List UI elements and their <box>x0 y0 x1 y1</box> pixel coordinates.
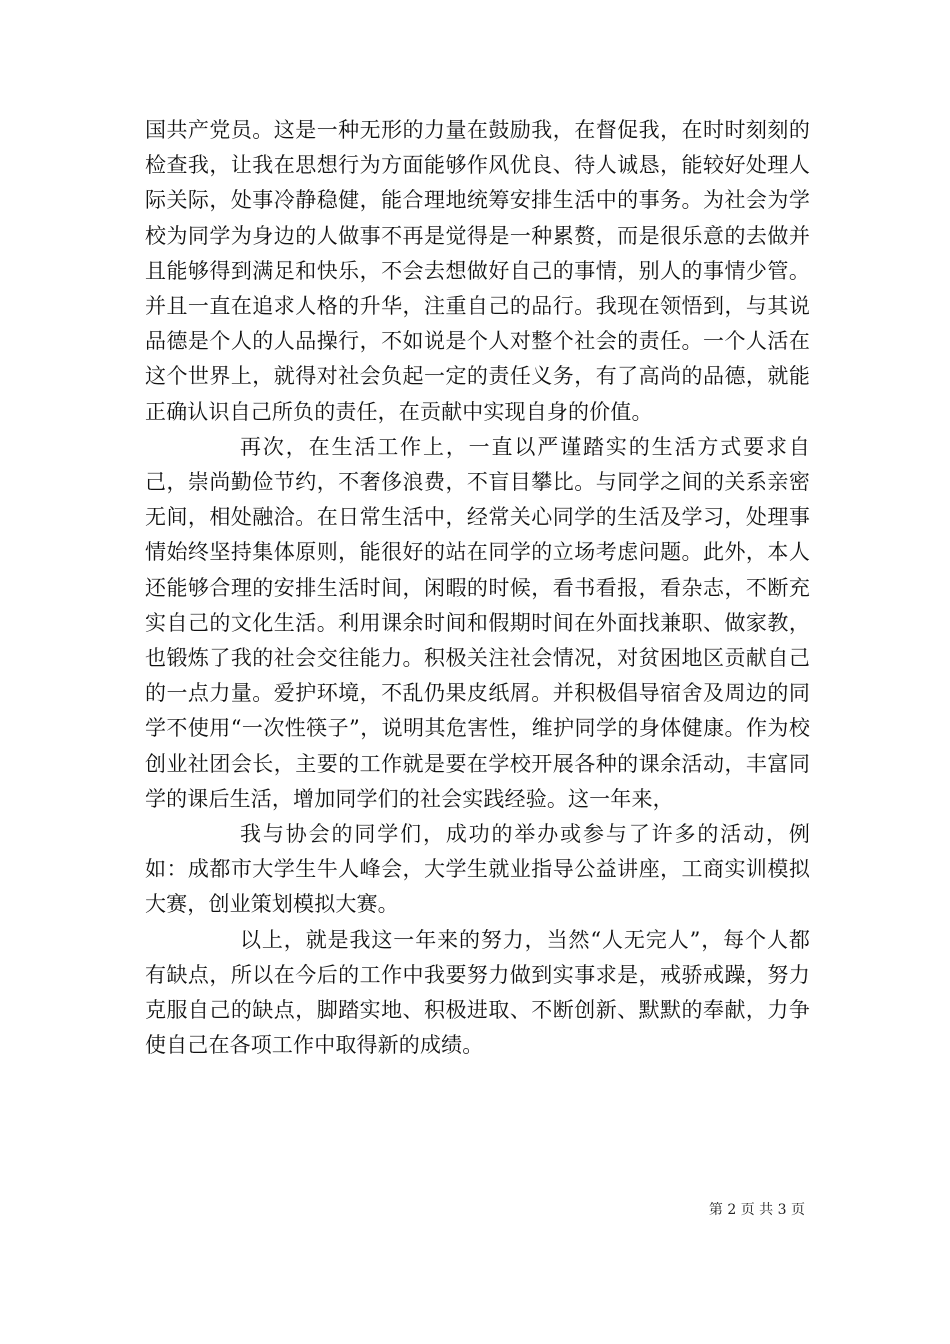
paragraph-3: 我与协会的同学们，成功的举办或参与了许多的活动，例如：成都市大学生牛人峰会，大学生就业指导公益讲座，工商实训模拟大赛，创业策划模拟大赛。 <box>145 822 810 917</box>
page-number-footer: 第 2 页 共 3 页 <box>708 1202 805 1218</box>
paragraph-4: 以上，就是我这一年来的努力，当然“人无完人”，每个人都有缺点，所以在今后的工作中我要努力做到实事求是，戒骄戒躁，努力克服自己的缺点，脚踏实地、积极进取、不断创新、默默的奉献，力争使自己在各项工作中取得新的成绩。 <box>145 927 810 1058</box>
body-text <box>145 113 810 1063</box>
paragraph-2: 再次，在生活工作上，一直以严谨踏实的生活方式要求自己，崇尚勤俭节约，不奢侈浪费，不盲目攀比。与同学之间的关系亲密无间，相处融洽。在日常生活中，经常关心同学的生活及学习，处理事情始终坚持集体原则，能很好的站在同学的立场考虑问题。此外，本人还能够合理的安排生活时间，闲暇的时候，看书看报，看杂志，不断充实自己的文化生活。利用课余时间和假期时间在外面找兼职、做家教，也锻炼了我的社会交往能力。积极关注社会情况，对贫困地区贡献自己的一点力量。爱护环境，不乱仍果皮纸屑。并积极倡导宿舍及周边的同学不使用“一次性筷子”，说明其危害性，维护同学的身体健康。作为校创业社团会长，主要的工作就是要在学校开展各种的课余活动，丰富同学的课后生活，增加同学们的社会实践经验。这一年来， <box>145 434 810 811</box>
paragraph-1: 国共产党员。这是一种无形的力量在鼓励我，在督促我，在时时刻刻的检查我，让我在思想行为方面能够作风优良、待人诚恳，能较好处理人际关际，处事冷静稳健，能合理地统筹安排生活中的事务。为社会为学校为同学为身边的人做事不再是觉得是一种累赘，而是很乐意的去做并且能够得到满足和快乐，不会去想做好自己的事情，别人的事情少管。并且一直在追求人格的升华，注重自己的品行。我现在领悟到，与其说品德是个人的人品操行，不如说是个人对整个社会的责任。一个人活在这个世界上，就得对社会负起一定的责任义务，有了高尚的品德，就能正确认识自己所负的责任，在贡献中实现自身的价值。 <box>145 118 810 424</box>
